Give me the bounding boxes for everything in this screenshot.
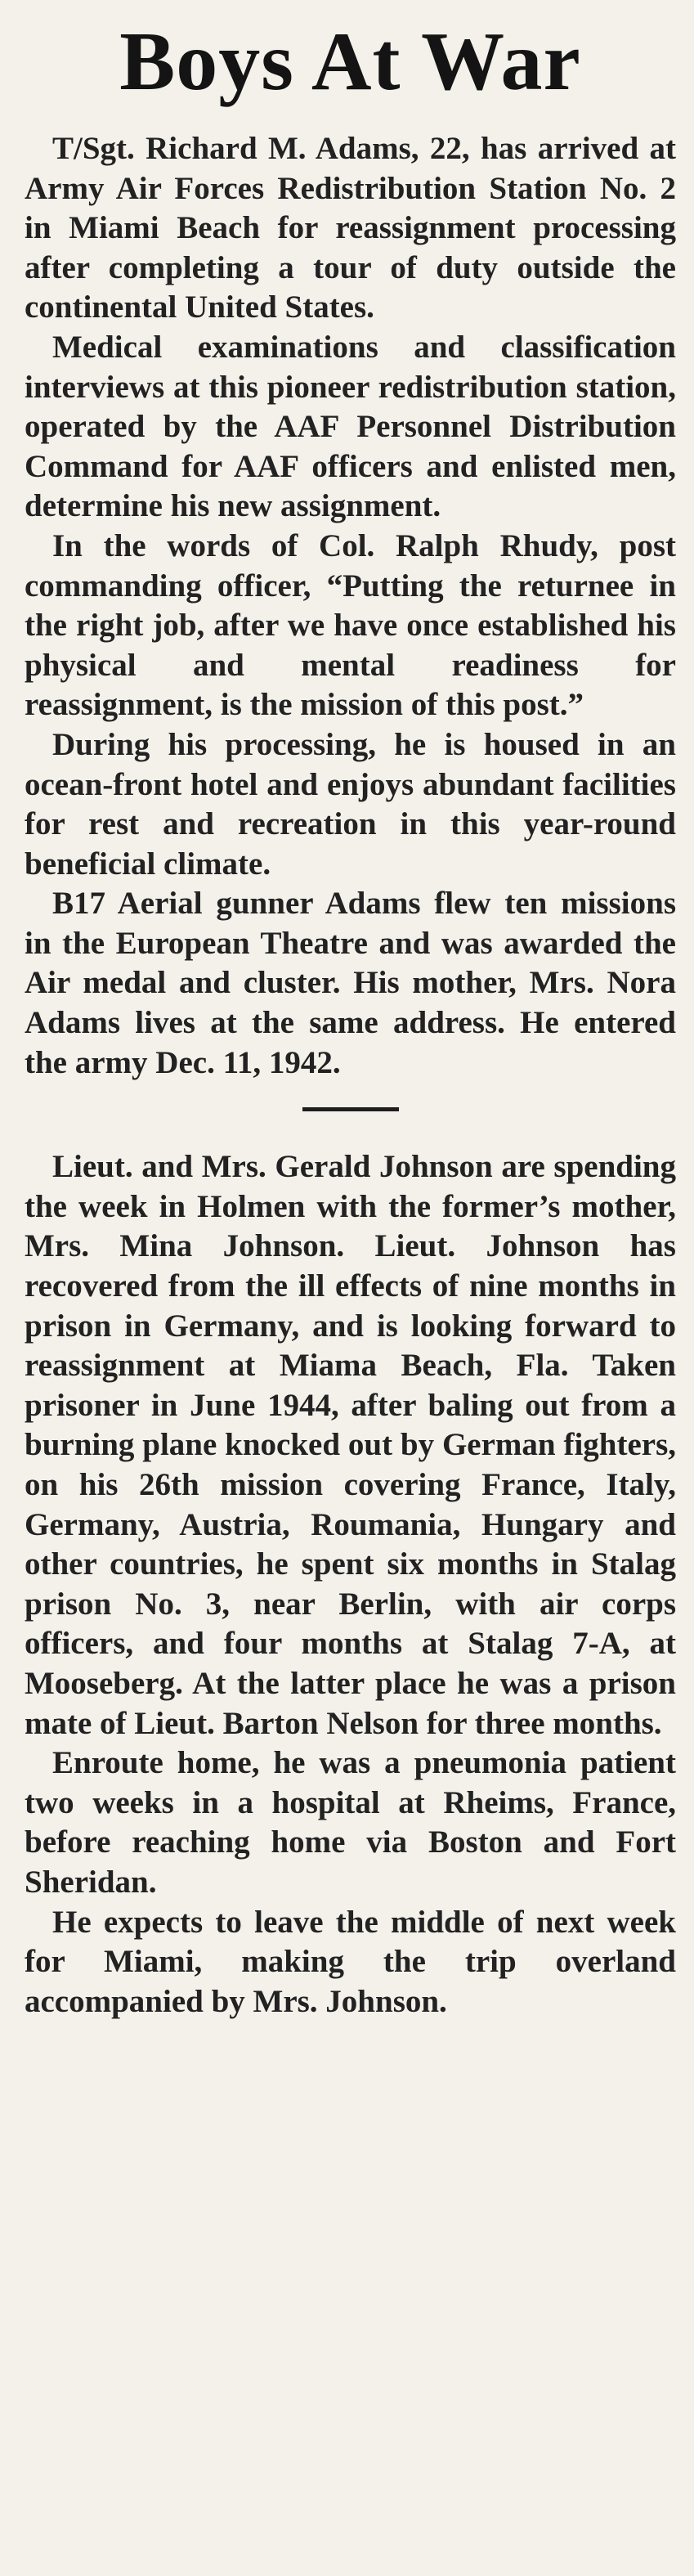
article-adams (25, 129, 676, 1083)
article-paragraph: Lieut. and Mrs. Gerald Johnson are spending the week in Holmen with the former’s mother, Mrs. Mina Johnson. Lieut. Johnson has recovered from the ill effects of nine months in prison in Germany, and is looking forward to reassignment at Miama Beach, Fla. Taken prisoner in June 1944, after baling out from a burning plane knocked out by German fighters, on his 26th mission covering France, Italy, Germany, Austria, Roumania, Hungary and other countries, he spent six months in Stalag prison No. 3, near Berlin, with air corps officers, and four months at Stalag 7-A, at Mooseberg. At the latter place he was a prison mate of Lieut. Barton Nelson for three months. (25, 1149, 676, 1741)
article-paragraph: Medical examinations and classification interviews at this pioneer redistribution station, operated by the AAF Personnel Distribution Command for AAF officers and enlisted men, determine his new assignment. (25, 329, 676, 524)
article-johnson (25, 1147, 676, 2022)
article-paragraph: During his processing, he is housed in an ocean-front hotel and enjoys abundant facilities for rest and recreation in this year-round beneficial climate. (25, 726, 676, 882)
section-divider (302, 1107, 399, 1111)
article-paragraph: In the words of Col. Ralph Rhudy, post commanding officer, “Putting the returnee in the right job, after we have once established his physical and mental readiness for reassignment, is the mission of this post.” (25, 527, 676, 723)
article-paragraph: T/Sgt. Richard M. Adams, 22, has arrived at Army Air Forces Redistribution Station No. 2 in Miami Beach for reassignment processing after completing a tour of duty outside the continental United States. (25, 131, 676, 325)
article-paragraph: B17 Aerial gunner Adams flew ten missions in the European Theatre and was awarded the Air medal and cluster. His mother, Mrs. Nora Adams lives at the same address. He entered the army Dec. 11, 1942. (25, 886, 676, 1080)
headline: Boys At War (119, 16, 581, 108)
article-paragraph: He expects to leave the middle of next week for Miami, making the trip overland accompanied by Mrs. Johnson. (25, 1904, 676, 2019)
article-paragraph: Enroute home, he was a pneumonia patient two weeks in a hospital at Rheims, France, before reaching home via Boston and Fort Sheridan. (25, 1745, 676, 1900)
